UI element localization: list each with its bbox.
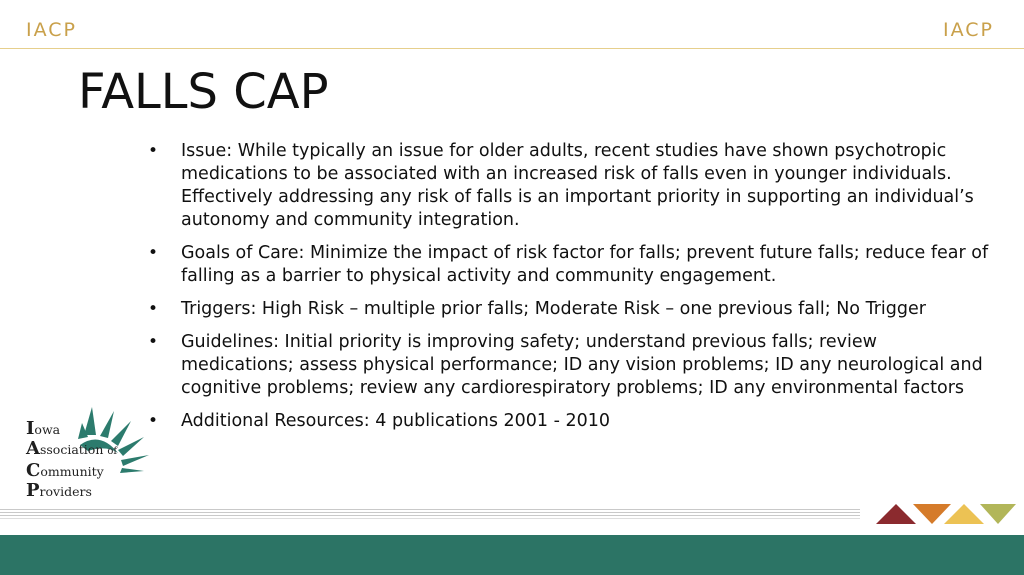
logo-wordmark: Iowa Association of Community Providers [26, 418, 118, 501]
bullet-icon: • [148, 332, 159, 352]
bullet-list [148, 140, 993, 443]
footer-band [0, 535, 1024, 575]
bullet-additional-resources [148, 410, 993, 433]
header-divider [0, 48, 1024, 49]
bullet-triggers [148, 298, 993, 321]
bullet-goals-of-care [148, 242, 993, 288]
brand-mark-left: IACP [26, 19, 77, 41]
brand-mark-right: IACP [943, 19, 994, 41]
footer-rules [0, 509, 860, 527]
bullet-icon: • [148, 299, 159, 319]
bullet-text: Guidelines: Initial priority is improving safety; understand previous falls; review medications; assess physical performance; ID any vision problems; ID any neurological and cognitive problems; review any cardiorespiratory problems; ID any environmental factors [181, 332, 983, 398]
slide-title: FALLS CAP [78, 64, 329, 120]
iacp-logo [22, 405, 162, 501]
bullet-icon: • [148, 243, 159, 263]
bullet-text: Goals of Care: Minimize the impact of risk factor for falls; prevent future falls; reduce fear of falling as a barrier to physical activity and community engagement. [181, 243, 989, 286]
bullet-guidelines [148, 331, 993, 400]
bullet-text: Additional Resources: 4 publications 2001 - 2010 [181, 411, 611, 431]
bullet-icon: • [148, 411, 159, 431]
bullet-text: Triggers: High Risk – multiple prior falls; Moderate Risk – one previous fall; No Trigger [181, 299, 926, 319]
triangle-accent-icon [876, 502, 1016, 526]
bullet-text: Issue: While typically an issue for older adults, recent studies have shown psychotropic medications to be associated with an increased risk of falls even in younger individuals. Effectively addressing any risk of falls is an important priority in supporting an individual’s autonomy and community integration. [181, 141, 974, 230]
bullet-icon: • [148, 141, 159, 161]
bullet-issue [148, 140, 993, 232]
